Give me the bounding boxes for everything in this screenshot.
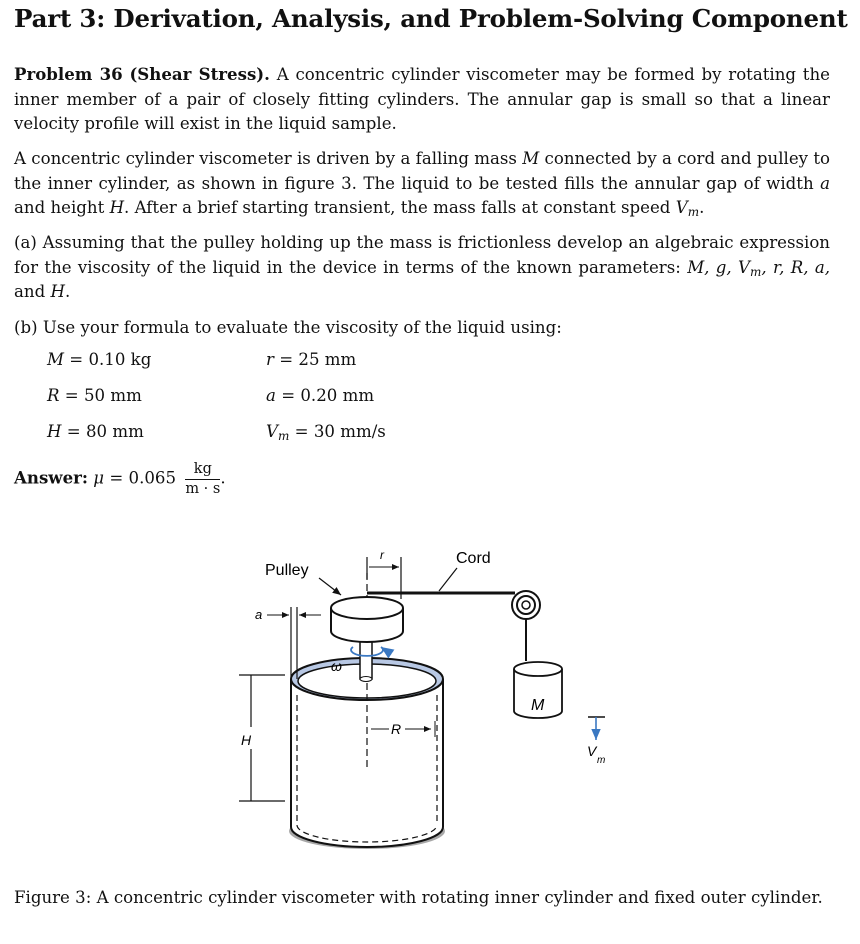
given-R: R = 50 mm xyxy=(47,386,142,405)
answer-unit: $\frac{kg}{m \cdot s}$ xyxy=(185,461,221,497)
given-Vm: $V_m = 30$ mm/s xyxy=(266,422,386,443)
label-omega: ω xyxy=(331,658,342,674)
section-heading: Part 3: Derivation, Analysis, and Problem-Solving Component xyxy=(14,4,848,33)
given-H: H = 80 mm xyxy=(47,422,144,441)
problem-label: Problem 36 xyxy=(14,64,123,84)
label-R: R xyxy=(391,721,402,737)
answer-label: Answer: xyxy=(14,467,88,488)
label-pulley: Pulley xyxy=(265,562,309,579)
answer-value: = 0.065 xyxy=(109,468,177,488)
viscometer-figure xyxy=(225,535,625,875)
problem-intro: Problem 36 (Shear Stress). A concentric cylinder viscometer may be formed by rotating the inner member of a pair of closely fitting cylinders. The annular gap is small so that a linear velocity profile will exist in the liquid sample. xyxy=(14,64,830,133)
label-M: M xyxy=(531,697,545,714)
given-a: a = 0.20 mm xyxy=(266,386,375,405)
label-a: a xyxy=(255,607,263,622)
answer: Answer: μ = 0.065 $\frac{kg}{m \cdot s}$ . xyxy=(14,461,226,497)
label-V: V xyxy=(587,743,597,759)
figure-caption: Figure 3: A concentric cylinder viscometer with rotating inner cylinder and fixed outer cylinder. xyxy=(14,888,823,907)
intro-text: A concentric cylinder viscometer may be formed by rotating the inner member of a pair of closely fitting cylinders. The annular gap is small so that a linear velocity profile will exist in the liquid sample. xyxy=(14,65,830,133)
label-m: m xyxy=(597,755,606,766)
setup-paragraph: A concentric cylinder viscometer is driven by a falling mass M connected by a cord and pulley to the inner cylinder, as shown in figure 3. The liquid to be tested fills the annular gap of width a and height H. After a brief starting transient, the mass falls at constant speed $V_m$. xyxy=(14,149,830,219)
label-r: r xyxy=(380,548,384,562)
part-a: (a) Assuming that the pulley holding up the mass is frictionless develop an algebraic expression for the viscosity of the liquid in the device in terms of the known parameters: M, g, $V_m$, r, R, a, and H. xyxy=(14,233,830,301)
problem-topic: Shear Stress xyxy=(137,64,257,84)
part-b: (b) Use your formula to evaluate the viscosity of the liquid using: xyxy=(14,318,562,337)
given-r: r = 25 mm xyxy=(266,350,357,369)
label-H: H xyxy=(241,732,252,748)
given-M: M = 0.10 kg xyxy=(47,350,152,369)
pulley-top xyxy=(331,597,403,619)
label-cord: Cord xyxy=(456,550,491,567)
